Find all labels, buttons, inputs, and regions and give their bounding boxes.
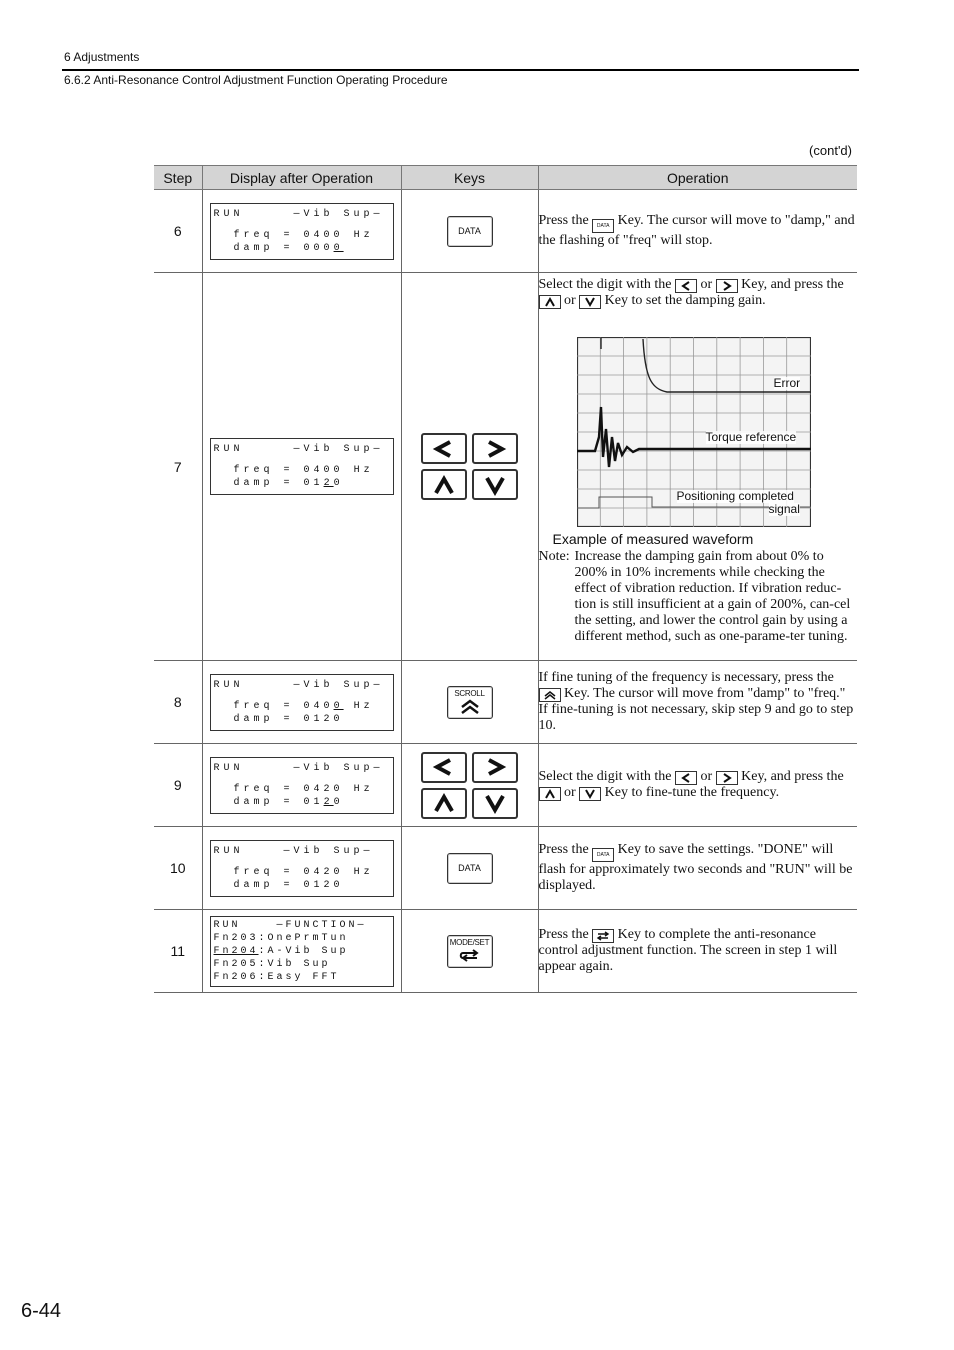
- op-text: Press the: [538, 842, 589, 857]
- lcd-text: 01: [303, 478, 324, 489]
- error-label: Error: [773, 376, 801, 390]
- lcd-display: RUN —Vib Sup— freq = 0400 Hz damp = 0120: [210, 438, 394, 495]
- left-key[interactable]: [421, 752, 467, 783]
- lcd-text: 0: [333, 478, 344, 489]
- up-arrow-icon: [430, 792, 458, 814]
- signal-label: signal: [768, 502, 800, 516]
- lcd-text: Hz: [353, 465, 374, 476]
- lcd-text: 0: [333, 796, 344, 808]
- note-label: Note:: [538, 549, 570, 564]
- up-key[interactable]: [421, 788, 467, 819]
- header-rule: [62, 69, 859, 71]
- lcd-text: 0120: [303, 713, 344, 725]
- operation-text: [538, 744, 857, 827]
- data-key-icon: DATA: [592, 848, 614, 862]
- lcd-text: RUN: [213, 762, 244, 774]
- scroll-key[interactable]: [447, 686, 493, 719]
- lcd-text: freq: [233, 866, 274, 878]
- operation-text: [538, 910, 857, 993]
- table-row: [154, 190, 857, 273]
- procedure-table: [154, 165, 857, 993]
- down-key-icon: [579, 295, 601, 309]
- op-text: or: [564, 293, 576, 308]
- lcd-cursor-digit: 0: [333, 700, 344, 712]
- table-header-row: [154, 166, 857, 190]
- lcd-text: Fn203:OnePrmTun: [213, 932, 349, 944]
- lcd-cursor-digit: 2: [323, 796, 334, 808]
- lcd-display: RUN —Vib Sup— freq = 0420 Hz damp = 0120: [210, 840, 394, 897]
- lcd-text: Hz: [353, 783, 374, 795]
- positioning-completed-label: Positioning completed: [676, 489, 794, 503]
- lcd-text: :A-Vib Sup: [258, 945, 349, 957]
- continued-label: (cont'd): [809, 143, 852, 158]
- table-row: [154, 273, 857, 661]
- up-key[interactable]: [421, 469, 467, 500]
- data-key[interactable]: DATA: [447, 216, 493, 247]
- op-text: Select the digit with the: [538, 277, 672, 292]
- mode-set-key-label: MODE/SET: [449, 937, 490, 947]
- lcd-text: RUN: [213, 444, 244, 455]
- right-key-icon: [716, 279, 738, 293]
- scroll-key-icon: [539, 688, 561, 702]
- op-text: Key, and press the: [741, 277, 844, 292]
- op-text: Key to set the damping gain.: [604, 293, 766, 308]
- op-text: Key. The cursor will move from "damp" to "freq." If fine-tuning is not necessary, skip step 9 and go to step 10.: [538, 686, 854, 733]
- step-number: 9: [154, 744, 202, 827]
- lcd-cursor-item: Fn204: [213, 945, 259, 957]
- lcd-text: damp: [233, 713, 274, 725]
- lcd-text: —Vib Sup—: [283, 845, 374, 857]
- waveform-figure: [577, 337, 811, 527]
- operation-text: [538, 827, 857, 910]
- up-key-icon: [539, 787, 561, 801]
- op-text: Key. The cursor will move to "damp," and the flashing of "freq" will stop.: [538, 213, 855, 248]
- lcd-text: 0120: [303, 879, 344, 891]
- op-text: Key to fine-tune the frequency.: [604, 785, 780, 800]
- right-key[interactable]: [472, 752, 518, 783]
- lcd-text: freq: [233, 465, 274, 476]
- lcd-text: RUN: [213, 208, 244, 220]
- step-number: 6: [154, 190, 202, 273]
- lcd-text: RUN: [213, 845, 244, 857]
- down-key[interactable]: [472, 469, 518, 500]
- operation-text: [538, 661, 857, 744]
- header-display: Display after Operation: [202, 166, 401, 190]
- lcd-display: RUN —Vib Sup— freq = 0400 Hz damp = 0000: [210, 203, 394, 260]
- lcd-display: RUN —Vib Sup— freq = 0420 Hz damp = 0120: [210, 757, 394, 814]
- lcd-text: 0420: [303, 783, 344, 795]
- step-number: 8: [154, 661, 202, 744]
- table-row: [154, 744, 857, 827]
- mode-set-key-icon: [592, 929, 614, 943]
- lcd-text: 000: [303, 242, 334, 254]
- left-key-icon: [675, 279, 697, 293]
- lcd-display: RUN —Vib Sup— freq = 0400 Hz damp = 0120: [210, 674, 394, 731]
- right-key-icon: [716, 771, 738, 785]
- mode-set-key[interactable]: [447, 935, 493, 968]
- lcd-text: —FUNCTION—: [276, 919, 367, 931]
- op-text: or: [700, 769, 713, 784]
- lcd-text: —Vib Sup—: [293, 762, 384, 774]
- operation-text: [538, 273, 857, 661]
- op-text: Key to save the settings. "DONE" will flash for approximately two seconds and "RUN" will be displayed.: [538, 842, 853, 893]
- lcd-text: —Vib Sup—: [293, 679, 384, 691]
- lcd-text: Fn205:Vib Sup: [213, 958, 331, 970]
- lcd-text: 0400: [303, 229, 344, 241]
- lcd-text: Fn206:Easy FFT: [213, 971, 340, 983]
- step-number: 10: [154, 827, 202, 910]
- lcd-text: freq: [233, 700, 274, 712]
- lcd-cursor-digit: 2: [323, 478, 334, 489]
- lcd-text: Hz: [353, 866, 374, 878]
- header-keys: Keys: [401, 166, 538, 190]
- left-arrow-icon: [430, 438, 458, 460]
- lcd-display: [210, 916, 394, 987]
- lcd-text: damp: [233, 879, 274, 891]
- note: [539, 549, 858, 645]
- op-text: If fine tuning of the frequency is necessary, press the: [538, 670, 834, 685]
- down-key-icon: [579, 787, 601, 801]
- lcd-cursor-digit: 0: [333, 242, 344, 254]
- left-key-icon: [675, 771, 697, 785]
- lcd-text: 040: [303, 700, 334, 712]
- cycle-arrows-icon: [458, 947, 482, 963]
- header-step: Step: [154, 166, 202, 190]
- data-key-icon: DATA: [592, 219, 614, 233]
- note-text: Increase the damping gain from about 0% to 200% in 10% increments while checking the effect of vibration reduction. If vibration reduc-tion is still insufficient at a gain of 200%, can-cel the setting, and lower the control gain by using a different method, such as one-parame-ter tuning.: [574, 549, 851, 644]
- lcd-text: —Vib Sup—: [293, 444, 384, 455]
- operation-text: [538, 190, 857, 273]
- lcd-text: 0400: [303, 465, 344, 476]
- op-text: or: [564, 785, 576, 800]
- waveform-caption: Example of measured waveform: [552, 531, 754, 547]
- right-arrow-icon: [481, 438, 509, 460]
- header-operation: Operation: [538, 166, 857, 190]
- step-number: 7: [154, 273, 202, 661]
- table-row: [154, 661, 857, 744]
- lcd-text: damp: [233, 242, 274, 254]
- up-arrow-icon: [430, 474, 458, 496]
- lcd-text: Hz: [353, 700, 374, 712]
- op-text: Key, and press the: [741, 769, 844, 784]
- page-number: 6-44: [21, 1300, 62, 1322]
- down-key[interactable]: [472, 788, 518, 819]
- up-key-icon: [539, 295, 561, 309]
- down-arrow-icon: [481, 474, 509, 496]
- down-arrow-icon: [481, 792, 509, 814]
- lcd-text: 0420: [303, 866, 344, 878]
- left-arrow-icon: [430, 756, 458, 778]
- step-number: 11: [154, 910, 202, 993]
- table-row: [154, 910, 857, 993]
- data-key[interactable]: DATA: [447, 853, 493, 884]
- lcd-text: 01: [303, 796, 324, 808]
- op-text: Select the digit with the: [538, 769, 672, 784]
- lcd-text: damp: [233, 478, 274, 489]
- chapter-header: 6 Adjustments: [64, 50, 140, 64]
- op-text: Key to complete the anti-resonance control adjustment function. The screen in step 1 will appear again.: [538, 927, 838, 974]
- op-text: or: [700, 277, 713, 292]
- lcd-text: —Vib Sup—: [293, 208, 384, 220]
- lcd-text: freq: [233, 783, 274, 795]
- section-header: 6.6.2 Anti-Resonance Control Adjustment Function Operating Procedure: [64, 73, 448, 87]
- double-up-arrow-icon: [459, 698, 481, 714]
- lcd-text: RUN: [213, 919, 241, 931]
- lcd-text: damp: [233, 796, 274, 808]
- torque-reference-label: Torque reference: [705, 430, 797, 444]
- left-key[interactable]: [421, 433, 467, 464]
- lcd-text: Hz: [353, 229, 374, 241]
- right-arrow-icon: [481, 756, 509, 778]
- scroll-key-label: SCROLL: [454, 688, 485, 698]
- lcd-text: RUN: [213, 679, 244, 691]
- right-key[interactable]: [472, 433, 518, 464]
- op-text: Press the: [538, 927, 589, 942]
- op-text: Press the: [538, 213, 589, 228]
- table-row: [154, 827, 857, 910]
- lcd-text: freq: [233, 229, 274, 241]
